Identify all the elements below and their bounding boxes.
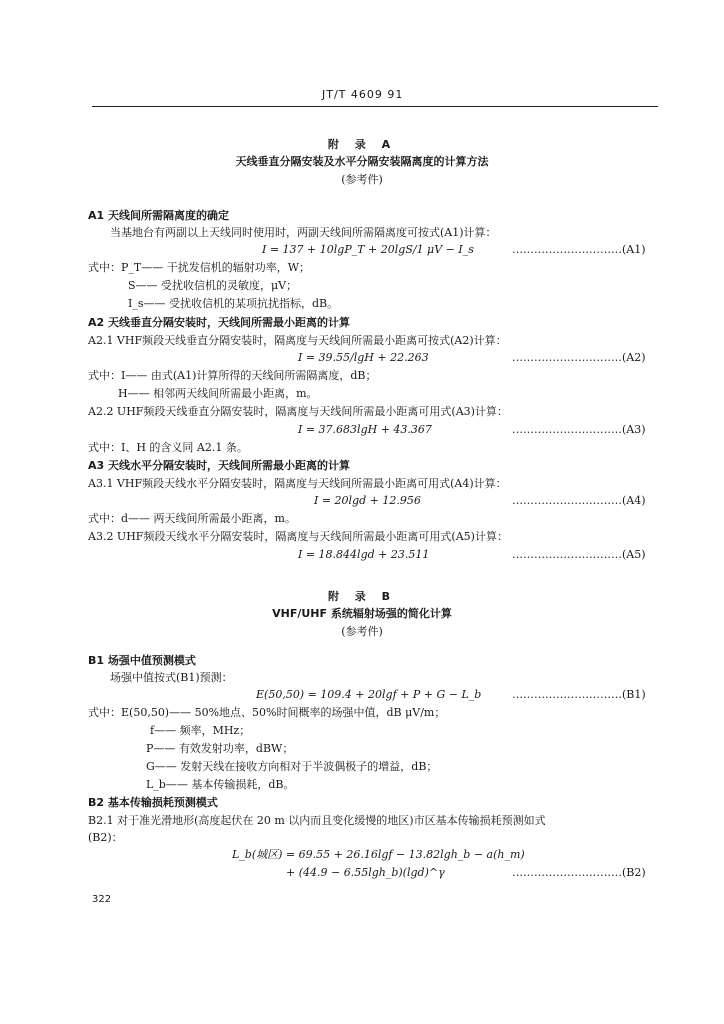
- a1-def-immunity: I_s—— 受扰收信机的某项抗扰指标，dB。: [128, 297, 339, 310]
- a2-2-text: A2.2 UHF频段天线垂直分隔安装时，隔离度与天线间所需最小距离可用式(A3)计算：: [88, 405, 508, 418]
- b1-def-loss: L_b—— 基本传输损耗，dB。: [146, 778, 295, 791]
- b1-def-frequency: f—— 频率，MHz；: [150, 724, 251, 737]
- a3-1-formula: I = 20lgd + 12.956: [314, 494, 421, 507]
- page-number: 322: [92, 894, 112, 905]
- a3-1-equation-tag: …………………………(A4): [512, 494, 646, 507]
- a2-1-text: A2.1 VHF频段天线垂直分隔安装时，隔离度与天线间所需最小距离可按式(A2)计算：: [88, 334, 507, 347]
- appendix-b-title: VHF/UHF 系统辐射场强的简化计算: [272, 607, 452, 620]
- b2-equation-tag: …………………………(B2): [512, 866, 646, 879]
- b1-intro: 场强中值按式(B1)预测：: [110, 671, 233, 684]
- a1-equation-tag: …………………………(A1): [512, 243, 646, 256]
- appendix-a-title: 天线垂直分隔安装及水平分隔安装隔离度的计算方法: [235, 155, 489, 168]
- b1-equation-tag: …………………………(B1): [512, 688, 646, 701]
- a2-1-where: 式中：I—— 由式(A1)计算所得的天线间所需隔离度，dB；: [88, 369, 377, 382]
- a3-1-text: A3.1 VHF频段天线水平分隔安装时，隔离度与天线间所需最小距离可用式(A4)计算：: [88, 477, 507, 490]
- a2-2-formula: I = 37.683lgH + 43.367: [298, 423, 432, 436]
- a1-where: 式中：P_T—— 干扰发信机的辐射功率，W；: [88, 261, 311, 274]
- b1-def-gain: G—— 发射天线在接收方向相对于半波偶极子的增益，dB；: [146, 760, 438, 773]
- b2-formula-line2: + (44.9 − 6.55lgh_b)(lgd)^γ: [286, 866, 445, 879]
- a2-1-equation-tag: …………………………(A2): [512, 351, 646, 364]
- a3-heading: A3 天线水平分隔安装时，天线间所需最小距离的计算: [88, 459, 350, 472]
- b1-formula: E(50,50) = 109.4 + 20lgf + P + G − L_b: [256, 688, 482, 701]
- a1-intro: 当基地台有两副以上天线同时使用时，两副天线间所需隔离度可按式(A1)计算：: [110, 226, 497, 239]
- b2-heading: B2 基本传输损耗预测模式: [88, 796, 218, 809]
- a2-1-def: H—— 相邻两天线间所需最小距离，m。: [118, 387, 318, 400]
- a3-2-equation-tag: …………………………(A5): [512, 548, 646, 561]
- b2-1-text-line1: B2.1 对于准光滑地形(高度起伏在 20 m 以内而且变化缓慢的地区)市区基本传输损耗预测如式: [88, 814, 546, 827]
- appendix-b-note: (参考件): [341, 625, 383, 638]
- a2-2-equation-tag: …………………………(A3): [512, 423, 646, 436]
- a1-heading: A1 天线间所需隔离度的确定: [88, 209, 229, 222]
- b2-1-text-line2: (B2)：: [88, 831, 123, 844]
- header-rule: [92, 106, 658, 107]
- a2-2-where: 式中：I、H 的含义同 A2.1 条。: [88, 441, 248, 454]
- b1-where: 式中：E(50,50)—— 50%地点、50%时间概率的场强中值，dB μV/m；: [88, 706, 446, 719]
- appendix-a-label: 附 录 A: [327, 138, 397, 151]
- document-code: JT/T 4609 91: [322, 88, 404, 101]
- a1-def-sensitivity: S—— 受扰收信机的灵敏度，μV；: [128, 279, 298, 292]
- b1-heading: B1 场强中值预测模式: [88, 654, 196, 667]
- b2-formula-line1: L_b(城区) = 69.55 + 26.16lgf − 13.82lgh_b − a(h_m): [232, 848, 525, 861]
- a2-1-formula: I = 39.55/lgH + 22.263: [298, 351, 429, 364]
- appendix-b-label: 附 录 B: [327, 590, 397, 603]
- b1-def-power: P—— 有效发射功率，dBW；: [146, 742, 294, 755]
- a3-2-formula: I = 18.844lgd + 23.511: [298, 548, 430, 561]
- a3-2-text: A3.2 UHF频段天线水平分隔安装时，隔离度与天线间所需最小距离可用式(A5)计算：: [88, 530, 508, 543]
- appendix-a-note: (参考件): [341, 173, 383, 186]
- a1-formula: I = 137 + 10lgP_T + 20lgS/1 μV − I_s: [262, 243, 474, 256]
- a2-heading: A2 天线垂直分隔安装时，天线间所需最小距离的计算: [88, 316, 350, 329]
- a3-1-where: 式中：d—— 两天线间所需最小距离，m。: [88, 512, 296, 525]
